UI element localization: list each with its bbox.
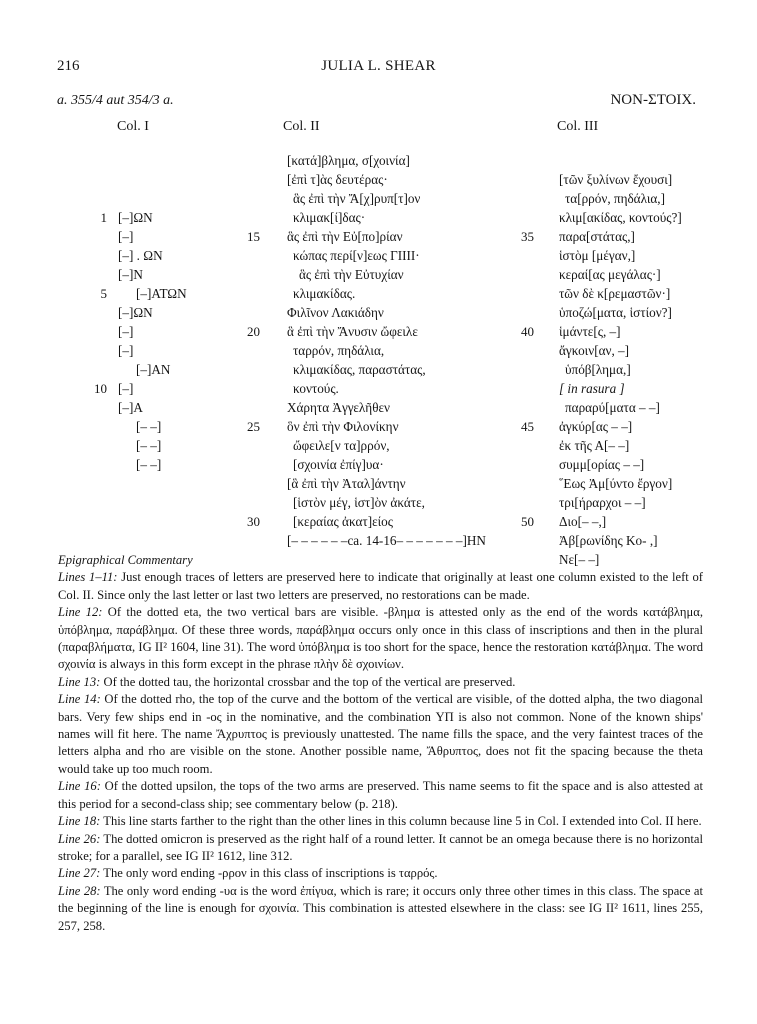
col3-line: κλιμ[ακίδας, κοντούς?] — [559, 210, 682, 225]
col2-line: ὃν ἐπὶ τὴν Φιλονίκην — [287, 419, 399, 434]
col1-line: [– –] — [136, 457, 162, 472]
col-1-heading: Col. I — [117, 119, 149, 134]
col3-line: παραρύ[ματα – –] — [565, 400, 660, 415]
col2-line: κώπας περί[ν]εως ΓΙΙΙΙ· — [293, 248, 420, 263]
col1-line: [–]ΑΝ — [136, 362, 171, 377]
col1-line: [–]ΩΝ — [118, 210, 153, 225]
col2-line: ἃς ἐπὶ τὴν Ἄ[χ]ρυπ[τ]ον — [293, 191, 421, 206]
commentary-line-text: Of the dotted upsilon, the tops of the two arms are preserved. This name seems to fit the space and is also attested at this period for a second-class ship; see commentary below (p. 218). — [58, 779, 703, 811]
col2-line: ὤφειλε[ν τα]ρρόν, — [293, 438, 390, 453]
col3-line: ἱστὸμ [μέγαν,] — [559, 248, 636, 263]
col2-line-number: 15 — [247, 229, 260, 244]
commentary-entry — [58, 813, 703, 830]
commentary-line-label: Line 27: — [58, 866, 101, 881]
commentary-entry — [58, 883, 703, 935]
col1-line-number: 5 — [100, 286, 107, 301]
commentary-line-text: This line starts farther to the right than the other lines in this column because line 5 in Col. I extended into Col. II here. — [100, 814, 702, 829]
commentary-line-label: Line 26: — [58, 831, 101, 846]
col1-line-number: 1 — [100, 210, 107, 225]
commentary-line-label: Lines 1–11: — [58, 570, 118, 585]
col3-line-number: 35 — [521, 229, 534, 244]
col1-line: [–]ΩΝ — [118, 305, 153, 320]
col1-line: [– –] — [136, 438, 162, 453]
col3-line: ἄγκοιν[αν, –] — [559, 343, 630, 358]
col2-line: Φιλῖνον Λακιάδην — [287, 305, 384, 320]
col2-line: [ἐπὶ τ]ὰς δευτέρας· — [287, 172, 388, 187]
col3-line: παρα[στάτας,] — [559, 229, 635, 244]
col3-line: τρι[ήραρχοι – –] — [559, 495, 646, 510]
commentary-line-text: Of the dotted eta, the two vertical bars are visible. -βλημα is attested only as the end of the words κατάβλημα, ὑπόβλημα, παράβλημα. Of these three words, παράβλημα occurs only once in this class of inscriptions and then in the plural (παραβλήματα, IG II² 1604, line 31). The word ὑπόβλημα is too short for the space, hence the restoration κατάβλημα. The word σχοινία is always in this form except in the phrase πλὴν δὲ σχοινίων. — [58, 605, 704, 672]
col2-line: Χάρητα Ἀγγελῆθεν — [287, 400, 391, 415]
col1-line: [–] — [118, 343, 134, 358]
col1-line: [–]ΑΤΩΝ — [136, 286, 187, 301]
col3-line: ῞Εως Ἀμ[ύντο ἔργον] — [559, 476, 673, 491]
col3-line: Διο[– –,] — [559, 514, 607, 529]
col1-line: [–] — [118, 324, 134, 339]
commentary-line-label: Line 18: — [58, 814, 101, 829]
col-3-heading: Col. III — [557, 119, 599, 134]
commentary-line-label: Line 12: — [58, 605, 103, 620]
col1-line: [–]Α — [118, 400, 143, 415]
commentary-entry — [58, 604, 703, 674]
commentary-line-label: Line 28: — [58, 883, 101, 898]
commentary-entry — [58, 778, 703, 813]
commentary-heading: Epigraphical Commentary — [58, 553, 193, 567]
commentary-entry — [58, 569, 703, 604]
col2-line: [ἱστὸν μέγ, ἱστ]ὸν ἀκάτε, — [293, 495, 425, 510]
running-head: JULIA L. SHEAR — [321, 58, 436, 74]
col2-line: ταρρόν, πηδάλια, — [293, 343, 385, 358]
col1-line: [–]Ν — [118, 267, 143, 282]
inscription-date: a. 355/4 aut 354/3 a. — [57, 93, 174, 108]
col2-line: [– – – – – –ca. 14-16– – – – – – –]ΗΝ — [287, 533, 486, 548]
commentary-line-text: Of the dotted rho, the top of the curve and the bottom of the vertical are visible, of the dotted alpha, the two diagonal bars. Very few ships end in -ος in the nominative, and the combination ΥΠ is also not common. None of the known ships' names will fit here. The name Ἄχρυπτος is previously unattested. The name fills the space, and the very faintest traces of the letters alpha and rho are visible on the stone. Another possible name, Ἄθρυπτος, does not fit the spacing because the theta would take up too much room. — [58, 692, 703, 776]
col3-line-number: 50 — [521, 514, 534, 529]
col2-line: [κατά]βλημα, σ[χοινία] — [287, 153, 410, 168]
commentary-entry — [58, 674, 703, 691]
col1-line: [–] — [118, 381, 134, 396]
col3-line: ὑπόβ[λημα,] — [565, 362, 631, 377]
commentary-entry — [58, 865, 703, 882]
col3-line: συμμ[ορίας – –] — [559, 457, 645, 472]
col2-line: [σχοινία ἐπίγ]υα· — [293, 457, 384, 472]
col2-line: κλιμακίδας. — [293, 286, 356, 301]
commentary-line-text: The only word ending -ρρον in this class of inscriptions is ταρρός. — [100, 866, 438, 881]
col3-line: ἱμάντε[ς, –] — [559, 324, 621, 339]
commentary-entries — [58, 569, 703, 935]
col2-line: [κεραίας ἀκατ]είος — [293, 514, 393, 529]
commentary-line-label: Line 16: — [58, 779, 101, 794]
col1-line: [–] . ΩΝ — [118, 248, 163, 263]
col3-line: [ in rasura ] — [559, 381, 625, 396]
epigraphical-commentary — [58, 552, 703, 935]
col1-line: [–] — [118, 229, 134, 244]
col2-line-number: 30 — [247, 514, 260, 529]
col2-line: κλιμακίδας, παραστάτας, — [293, 362, 426, 377]
commentary-line-label: Line 14: — [58, 692, 101, 707]
col3-line: Ἀβ[ρωνίδης Κο- ,] — [559, 533, 658, 548]
stoichedon-note: NON-ΣΤΟΙΧ. — [610, 92, 696, 108]
col3-line-number: 45 — [521, 419, 534, 434]
col-2-heading: Col. II — [283, 119, 320, 134]
commentary-line-text: The dotted omicron is preserved as the right half of a round letter. It cannot be an omega because there is no horizontal stroke; for a parallel, see IG II² 1612, line 312. — [58, 831, 704, 863]
commentary-entry — [58, 691, 703, 778]
commentary-line-text: The only word ending -υα is the word ἐπίγυα, which is rare; it occurs only three other times in this class. The space at the beginning of the line is enough for σχοινία. This combination is attested elsewhere in the class: see IG II² 1611, lines 255, 257, 258. — [58, 883, 703, 933]
col2-line: κλιμακ[ί]δας· — [293, 210, 366, 225]
col1-line-number: 10 — [94, 381, 107, 396]
commentary-line-text: Just enough traces of letters are preserved here to indicate that originally at least one column existed to the left of Col. II. Since only the last letter or last two letters are preserved, no restorations can be made. — [58, 570, 703, 602]
col3-line: τα[ρρόν, πηδάλια,] — [565, 191, 665, 206]
col3-line: ἐκ τῆς Α[– –] — [559, 438, 630, 453]
col2-line: κοντούς. — [293, 381, 339, 396]
commentary-line-label: Line 13: — [58, 674, 101, 689]
col2-line-number: 25 — [247, 419, 260, 434]
col3-line: Νε[– –] — [559, 552, 600, 567]
commentary-entry — [58, 831, 703, 866]
col3-line: ἀγκύρ[ας – –] — [559, 419, 633, 434]
col2-line: ἃς ἐπὶ τὴν Εὐτυχίαν — [299, 267, 404, 282]
col3-line: ὑποζώ[ματα, ἱστίον?] — [559, 305, 672, 320]
page-number: 216 — [57, 58, 80, 74]
col2-line: ἃ ἐπὶ τὴν Ἄνυσιν ὤφειλε — [287, 324, 418, 339]
col3-line: [τῶν ξυλίνων ἔχουσι] — [559, 172, 673, 187]
col3-line: κεραί[ας μεγάλας·] — [559, 267, 661, 282]
col2-line: ἃς ἐπὶ τὴν Εὐ[πο]ρίαν — [287, 229, 403, 244]
col2-line: [ἃ ἐπὶ τὴν Ἀταλ]άντην — [287, 476, 406, 491]
col3-line-number: 40 — [521, 324, 534, 339]
col1-line: [– –] — [136, 419, 162, 434]
commentary-line-text: Of the dotted tau, the horizontal crossbar and the top of the vertical are preserved. — [100, 674, 516, 689]
col3-line: τῶν δὲ κ[ρεμαστῶν·] — [559, 286, 671, 301]
col2-line-number: 20 — [247, 324, 260, 339]
